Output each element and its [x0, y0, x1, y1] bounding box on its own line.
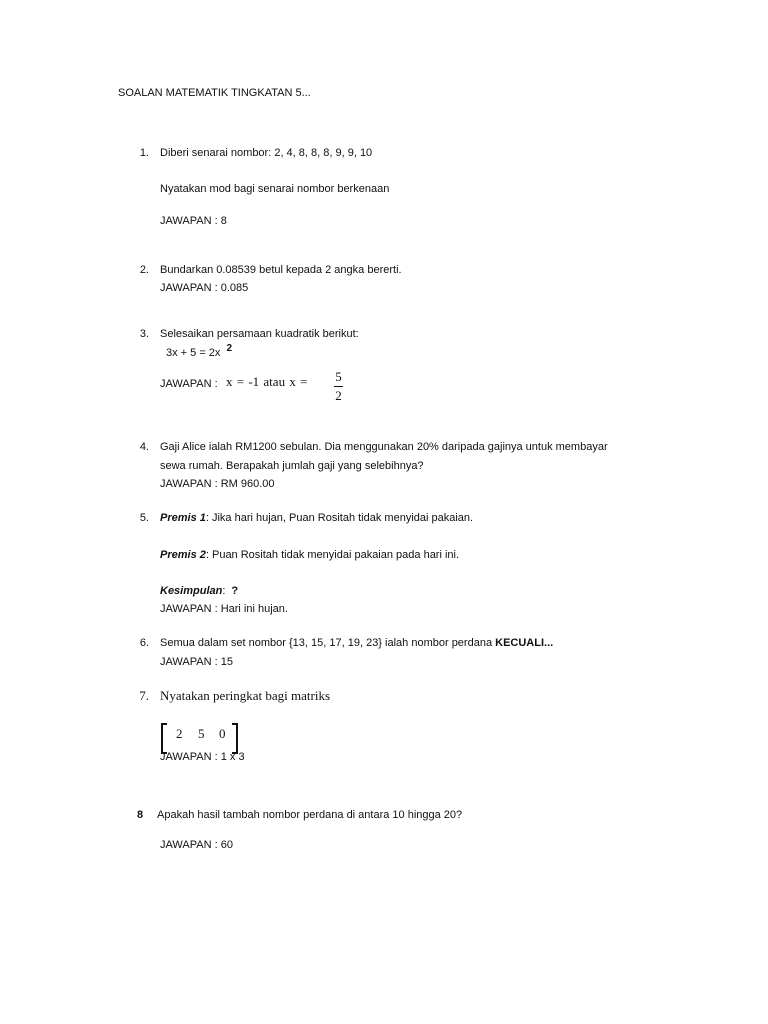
premis-1-label: Premis 1: [160, 512, 206, 524]
question-1-number: 1.: [139, 147, 149, 159]
question-5-premis-2: [160, 548, 459, 562]
equation-base: 3x + 5 = 2x: [166, 347, 221, 359]
premis-2-text: : Puan Rositah tidak menyidai pakaian pada hari ini.: [205, 549, 460, 561]
question-1-instruction: Nyatakan mod bagi senarai nombor berkenaan: [160, 183, 390, 195]
question-2-answer: JAWAPAN : 0.085: [160, 282, 249, 294]
question-3-answer-expression: x = -1 atau x =: [226, 374, 308, 389]
question-1-answer: JAWAPAN : 8: [160, 215, 227, 227]
question-5-answer: JAWAPAN : Hari ini hujan.: [160, 603, 288, 615]
matrix-entry-2: 5: [198, 726, 205, 741]
question-8-text: Apakah hasil tambah nombor perdana di antara 10 hingga 20?: [157, 809, 463, 821]
matrix-entry-1: 2: [176, 726, 183, 741]
question-7-answer: JAWAPAN : 1 x 3: [160, 751, 245, 763]
question-4-answer: JAWAPAN : RM 960.00: [160, 478, 275, 490]
question-6-text-bold: KECUALI...: [495, 637, 554, 649]
premis-2-label: Premis 2: [160, 549, 206, 561]
question-3-answer-label: JAWAPAN :: [160, 378, 218, 390]
question-3-number: 3.: [139, 328, 149, 340]
question-2-number: 2.: [139, 264, 149, 276]
question-7-text: Nyatakan peringkat bagi matriks: [160, 688, 331, 703]
question-3-text: Selesaikan persamaan kuadratik berikut:: [160, 328, 359, 340]
kesimpulan-mark: ?: [231, 585, 239, 597]
question-8-number: 8: [137, 809, 144, 821]
question-5-premis-1: [160, 511, 473, 525]
question-8-answer: JAWAPAN : 60: [160, 839, 233, 851]
fraction-numerator: 5: [335, 369, 342, 384]
page-title: SOALAN MATEMATIK TINGKATAN 5...: [118, 87, 311, 99]
premis-1-text: : Jika hari hujan, Puan Rositah tidak menyidai pakaian.: [205, 512, 474, 524]
equation-exponent: 2: [226, 343, 233, 354]
question-5-kesimpulan: [160, 584, 238, 598]
kesimpulan-colon: :: [222, 585, 226, 597]
matrix-entry-3: 0: [219, 726, 226, 741]
kesimpulan-label: Kesimpulan: [160, 585, 223, 597]
question-6-number: 6.: [139, 637, 149, 649]
fraction-denominator: 2: [335, 388, 342, 403]
question-4-text-line-2: sewa rumah. Berapakah jumlah gaji yang selebihnya?: [160, 460, 424, 472]
question-1-text: Diberi senarai nombor: 2, 4, 8, 8, 8, 9, 9, 10: [160, 147, 373, 159]
question-7-number: 7.: [139, 688, 149, 703]
question-6-answer: JAWAPAN : 15: [160, 656, 233, 668]
question-6-text-plain: Semua dalam set nombor {13, 15, 17, 19, 23} ialah nombor perdana: [160, 637, 496, 649]
question-6-text: [160, 636, 553, 650]
question-2-text: Bundarkan 0.08539 betul kepada 2 angka bererti.: [160, 264, 402, 276]
question-4-number: 4.: [139, 441, 149, 453]
question-3-equation: [166, 343, 233, 361]
question-3-fraction: [334, 369, 343, 403]
question-4-text-line-1: Gaji Alice ialah RM1200 sebulan. Dia menggunakan 20% daripada gajinya untuk membayar: [160, 441, 608, 453]
fraction-bar: [334, 386, 343, 387]
question-5-number: 5.: [139, 512, 149, 524]
